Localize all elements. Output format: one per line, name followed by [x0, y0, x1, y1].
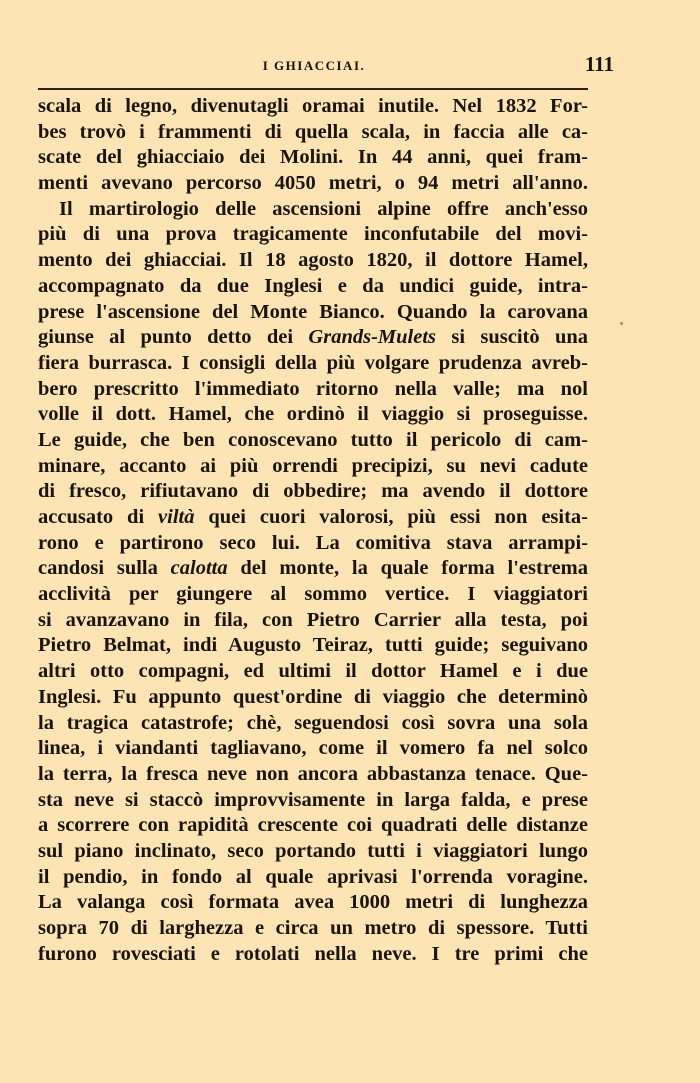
- text-line: Inglesi. Fu appunto quest'ordine di viaggio che determinò: [38, 685, 588, 708]
- text-line: [38, 556, 588, 582]
- italic-term: viltà: [158, 506, 195, 528]
- text-line: a scorrere con rapidità crescente coi quadrati delle distanze: [38, 814, 588, 837]
- text-line: volle il dott. Hamel, che ordinò il viaggio si proseguisse.: [38, 403, 588, 426]
- text-line: di fresco, rifiutavano di obbedire; ma avendo il dottore: [38, 480, 588, 503]
- paper-speck: [620, 322, 623, 325]
- text-line: la terra, la fresca neve non ancora abbastanza tenace. Que-: [38, 762, 588, 785]
- text-line: prese l'ascensione del Monte Bianco. Quando la carovana: [38, 300, 588, 323]
- text-line: bero prescritto l'immediato ritorno nella valle; ma nol: [38, 377, 588, 400]
- text-line: menti avevano percorso 4050 metri, o 94 metri all'anno.: [38, 172, 588, 195]
- text-line: mento dei ghiacciai. Il 18 agosto 1820, il dottore Hamel,: [38, 249, 588, 272]
- text-segment: si suscitò una: [451, 326, 589, 349]
- text-line: [38, 505, 588, 531]
- text-line: altri otto compagni, ed ultimi il dottor Hamel e i due: [38, 660, 588, 683]
- text-line: più di una prova tragicamente inconfutabile del movi-: [38, 223, 588, 246]
- italic-term: Grands-Mulets: [308, 326, 436, 349]
- body-text: [38, 94, 588, 967]
- italic-term: calotta: [170, 557, 228, 580]
- text-line: [38, 325, 588, 351]
- text-line: scala di legno, divenutagli oramai inutile. Nel 1832 For-: [38, 95, 588, 117]
- header-rule: [38, 88, 588, 90]
- text-segment: candosi sulla: [38, 557, 158, 580]
- text-line: accompagnato da due Inglesi e da undici guide, intra-: [38, 274, 588, 297]
- text-line: sopra 70 di larghezza e circa un metro di spessore. Tutti: [38, 917, 588, 939]
- text-segment: accusato di: [38, 506, 145, 528]
- text-line: minare, accanto ai più orrendi precipizi, su nevi cadute: [38, 454, 588, 477]
- text-segment: del monte, la quale forma l'estrema: [240, 557, 588, 580]
- text-line: Pietro Belmat, indi Augusto Teiraz, tutti guide; seguivano: [38, 634, 588, 657]
- page-header: [38, 52, 614, 78]
- text-line: scate del ghiacciaio dei Molini. In 44 anni, quei fram-: [38, 146, 588, 169]
- text-line: il pendio, in fondo al quale aprivasi l'orrenda voragine.: [38, 865, 588, 888]
- text-line: sta neve si staccò improvvisamente in larga falda, e prese: [38, 788, 588, 811]
- text-segment: giunse al punto detto dei: [38, 326, 294, 349]
- text-line: La valanga così formata avea 1000 metri di lunghezza: [38, 891, 588, 914]
- page-number: 111: [584, 52, 614, 76]
- text-line: si avanzavano in fila, con Pietro Carrier alla testa, poi: [38, 608, 588, 631]
- text-segment: quei cuori valorosi, più essi non esita-: [208, 506, 589, 528]
- running-head: I GHIACCIAI.: [262, 58, 366, 73]
- text-line: sul piano inclinato, seco portando tutti i viaggiatori lungo: [38, 839, 588, 862]
- text-line: linea, i viandanti tagliavano, come il vomero fa nel solco: [38, 737, 588, 760]
- text-line: acclività per giungere al sommo vertice. I viaggiatori: [38, 583, 588, 606]
- text-line: fiera burrasca. I consigli della più volgare prudenza avreb-: [38, 351, 588, 374]
- text-line: furono rovesciati e rotolati nella neve. I tre primi che: [38, 942, 588, 965]
- text-line: la tragica catastrofe; chè, seguendosi così sovra una sola: [38, 711, 588, 734]
- text-line: Il martirologio delle ascensioni alpine offre anch'esso: [59, 197, 588, 220]
- text-line: Le guide, che ben conoscevano tutto il pericolo di cam-: [38, 428, 588, 451]
- text-line: bes trovò i frammenti di quella scala, in faccia alle ca-: [38, 120, 588, 143]
- text-line: rono e partirono seco lui. La comitiva stava arrampi-: [38, 531, 588, 554]
